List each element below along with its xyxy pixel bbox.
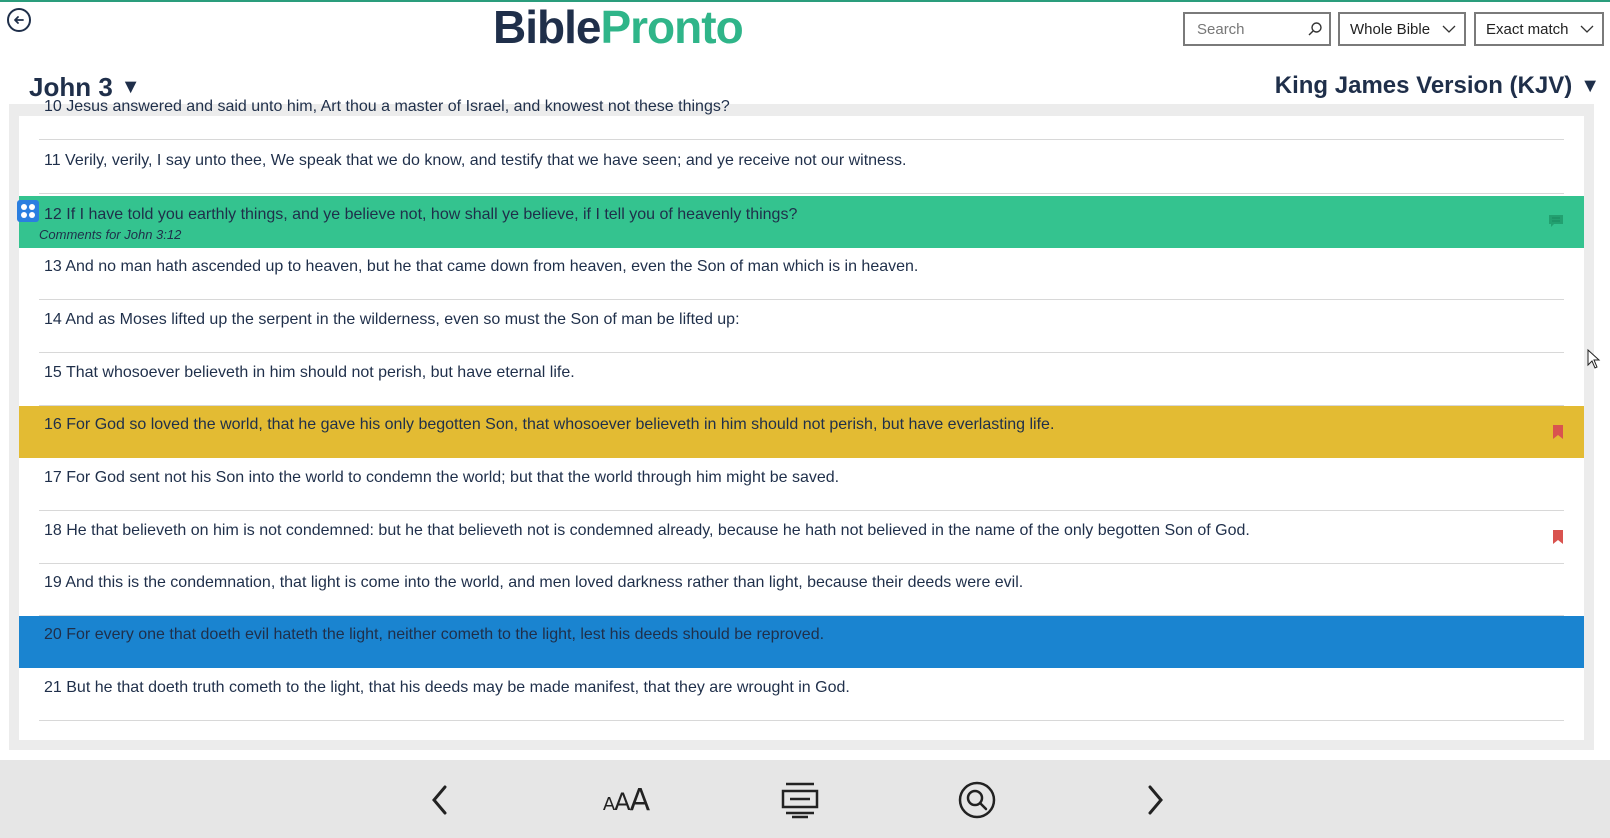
verse-actions-icon[interactable]: [17, 200, 39, 222]
previous-chapter-button[interactable]: [420, 780, 460, 820]
verse-text: 20 For every one that doeth evil hateth the light, neither cometh to the light, lest his deeds should be reproved.: [44, 626, 825, 643]
verse-row[interactable]: [19, 301, 1584, 353]
divider: [39, 720, 1564, 721]
back-arrow-icon: [12, 13, 26, 27]
scope-select[interactable]: [1338, 12, 1466, 46]
chevron-down-icon: [1442, 24, 1456, 34]
search-button[interactable]: [955, 780, 999, 820]
app-logo: [493, 1, 743, 53]
verse-list[interactable]: [19, 98, 1584, 740]
mouse-cursor-icon: [1587, 349, 1601, 369]
verse-text: 10 Jesus answered and said unto him, Art thou a master of Israel, and knowest not these things?: [44, 98, 730, 115]
font-size-button[interactable]: [592, 780, 660, 820]
reading-layout-button[interactable]: [778, 780, 822, 820]
verse-text: 17 For God sent not his Son into the world to condemn the world; but that the world through him might be saved.: [44, 469, 840, 486]
logo-text-pronto: Pronto: [600, 1, 743, 53]
match-select[interactable]: [1474, 12, 1604, 46]
verse-row-highlighted[interactable]: [19, 616, 1584, 668]
verse-text: 13 And no man hath ascended up to heaven, but he that came down from heaven, even the Son of man which is in heaven.: [44, 258, 919, 275]
search-icon[interactable]: [1307, 21, 1323, 37]
verse-row-highlighted[interactable]: [19, 406, 1584, 458]
dropdown-triangle-icon: ▼: [1580, 74, 1600, 97]
verse-row[interactable]: [19, 248, 1584, 300]
verse-row[interactable]: [19, 88, 1584, 140]
back-button[interactable]: [7, 8, 31, 32]
chevron-right-icon: [1145, 784, 1165, 816]
bottom-toolbar: [0, 760, 1610, 838]
match-select-value: Exact match: [1486, 20, 1569, 38]
version-label: King James Version (KJV): [1274, 72, 1573, 99]
bookmark-icon[interactable]: [1552, 424, 1564, 440]
verse-text: 15 That whosoever believeth in him should not perish, but have eternal life.: [44, 364, 575, 381]
verse-text: 18 He that believeth on him is not condemned: but he that believeth not is condemned already, because he hath not believed in the name of the only begotten Son of God.: [44, 522, 1250, 539]
chapter-label: John 3: [29, 72, 113, 102]
verse-row[interactable]: [19, 564, 1584, 616]
verse-row[interactable]: [19, 512, 1584, 564]
verse-row-highlighted[interactable]: [19, 196, 1584, 248]
verse-row[interactable]: [19, 669, 1584, 721]
verse-row[interactable]: [19, 459, 1584, 511]
next-chapter-button[interactable]: [1135, 780, 1175, 820]
divider: [39, 352, 1564, 353]
chevron-left-icon: [430, 784, 450, 816]
verse-text: 19 And this is the condemnation, that light is come into the world, and men loved darkness rather than light, because their deeds were evil.: [44, 574, 1024, 591]
dropdown-triangle-icon: ▼: [120, 76, 141, 98]
verse-text: 11 Verily, verily, I say unto thee, We speak that we do know, and testify that we have seen; and ye receive not our witness.: [44, 152, 907, 169]
top-accent-line: [0, 0, 1610, 2]
divider: [39, 139, 1564, 140]
verse-text: 12 If I have told you earthly things, and ye believe not, how shall ye believe, if I tell you of heavenly things?: [44, 206, 798, 223]
search-input[interactable]: [1195, 20, 1307, 39]
verse-text: 21 But he that doeth truth cometh to the light, that his deeds may be made manifest, that they are wrought in God.: [44, 679, 850, 696]
logo-text-bible: Bible: [493, 1, 601, 53]
font-size-icon: AAA: [602, 782, 650, 818]
layout-icon: [780, 781, 820, 819]
verse-text: 16 For God so loved the world, that he gave his only begotten Son, that whosoever believeth in him should not perish, but have everlasting life.: [44, 416, 1055, 433]
verse-text: 14 And as Moses lifted up the serpent in the wilderness, even so must the Son of man be lifted up:: [44, 311, 740, 328]
chevron-down-icon: [1580, 24, 1594, 34]
search-box[interactable]: [1183, 12, 1331, 46]
divider: [39, 193, 1564, 194]
bookmark-icon[interactable]: [1552, 529, 1564, 545]
verse-comment-label[interactable]: Comments for John 3:12: [39, 227, 182, 242]
divider: [39, 299, 1564, 300]
verse-row[interactable]: [19, 142, 1584, 194]
divider: [39, 510, 1564, 511]
scope-select-value: Whole Bible: [1350, 20, 1431, 38]
magnifier-icon: [957, 780, 997, 820]
comment-icon[interactable]: [1548, 214, 1564, 228]
verse-row[interactable]: [19, 354, 1584, 406]
